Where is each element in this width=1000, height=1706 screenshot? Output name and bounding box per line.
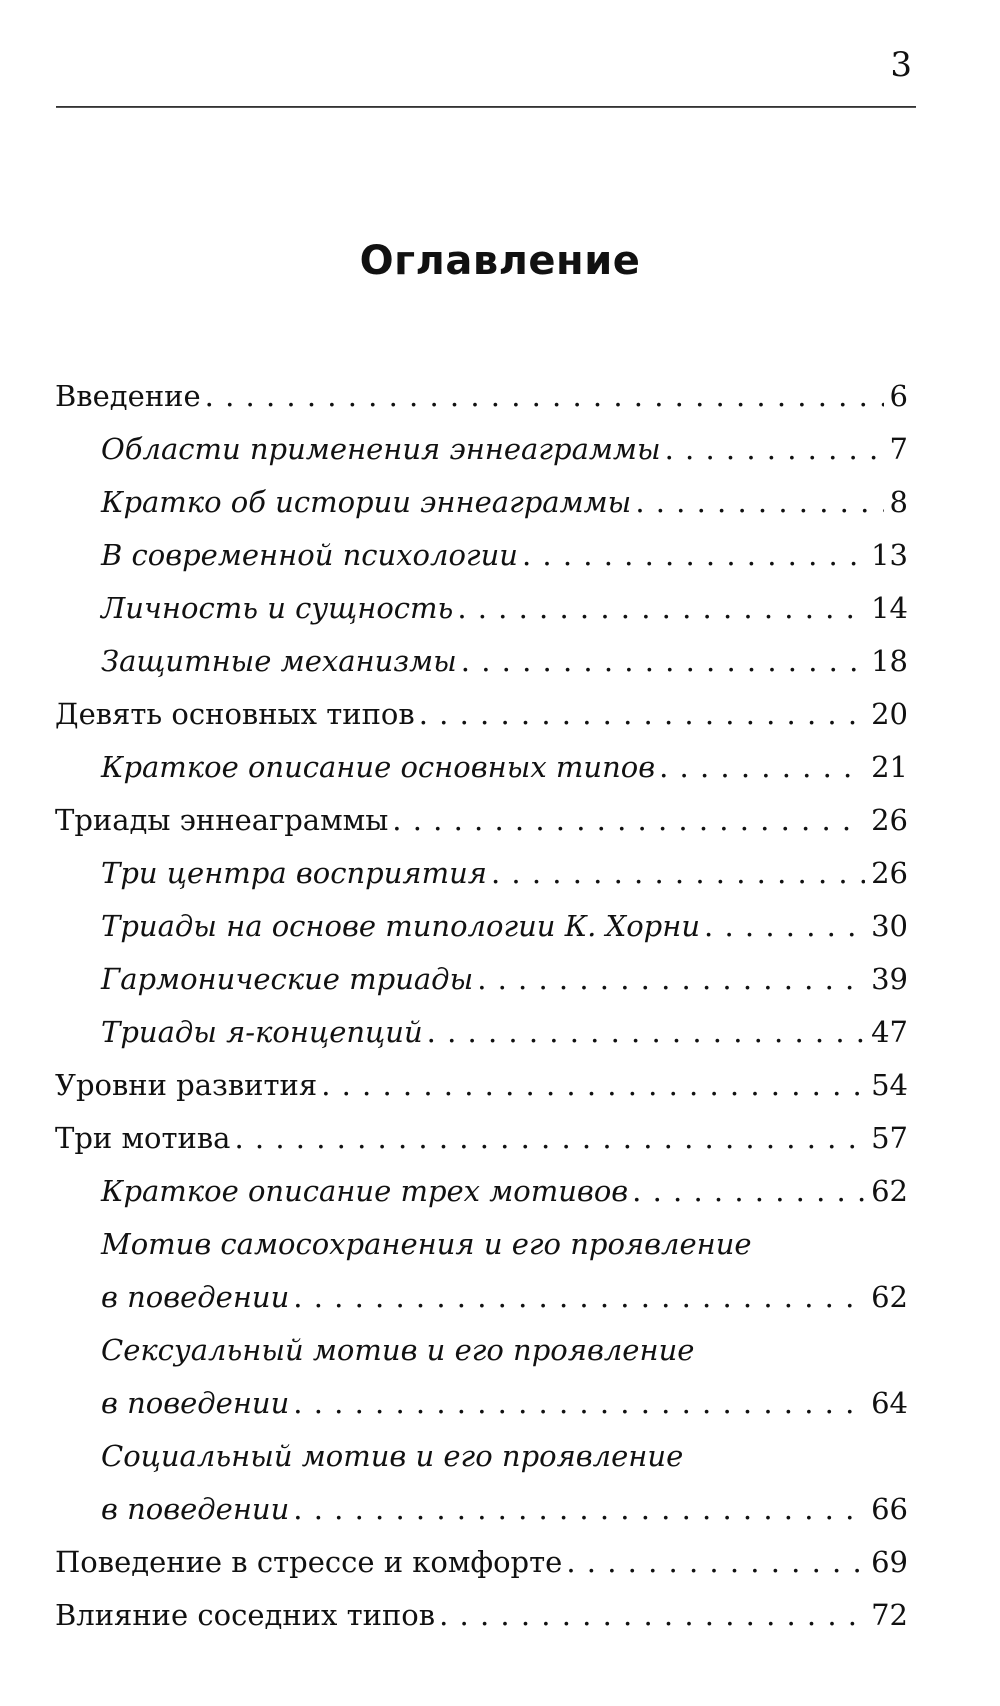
leader-dots	[439, 1589, 865, 1642]
table-of-contents	[55, 370, 908, 1642]
toc-entry-first-line[interactable]	[55, 1430, 908, 1483]
toc-entry-first-line[interactable]	[55, 1324, 908, 1377]
toc-entry[interactable]	[55, 476, 908, 529]
toc-entry[interactable]	[55, 1112, 908, 1165]
toc-entry[interactable]	[55, 900, 908, 953]
toc-entry[interactable]	[55, 847, 908, 900]
toc-entry-title: Сексуальный мотив и его проявление	[101, 1333, 695, 1367]
leader-dots	[522, 529, 865, 582]
toc-entry-page: 30	[871, 909, 908, 943]
toc-entry[interactable]	[55, 953, 908, 1006]
toc-entry-page: 8	[889, 485, 908, 519]
toc-entry-page: 6	[889, 379, 908, 413]
toc-entry-title: Краткое описание трех мотивов	[101, 1174, 629, 1208]
toc-entry[interactable]	[55, 582, 908, 635]
toc-entry-page: 62	[871, 1280, 908, 1314]
toc-entry-title: Социальный мотив и его проявление	[101, 1439, 684, 1473]
toc-entry-title-cont: в поведении	[101, 1492, 290, 1526]
toc-entry-title: Гармонические триады	[101, 962, 474, 996]
toc-entry-title: Кратко об истории эннеаграммы	[101, 485, 632, 519]
toc-entry-continuation[interactable]	[55, 1271, 908, 1324]
toc-entry[interactable]	[55, 794, 908, 847]
leader-dots	[632, 1165, 865, 1218]
leader-dots	[659, 741, 865, 794]
toc-entry-title: Мотив самосохранения и его проявление	[101, 1227, 752, 1261]
toc-entry-page: 57	[871, 1121, 908, 1155]
toc-entry[interactable]	[55, 1536, 908, 1589]
toc-entry-page: 66	[871, 1492, 908, 1526]
toc-entry-title-cont: в поведении	[101, 1386, 290, 1420]
toc-entry-page: 20	[871, 697, 908, 731]
toc-entry-page: 64	[871, 1386, 908, 1420]
toc-entry-page: 21	[871, 750, 908, 784]
toc-entry-title: Триады эннеаграммы	[55, 803, 389, 837]
toc-entry[interactable]	[55, 529, 908, 582]
leader-dots	[392, 794, 865, 847]
header-rule	[56, 106, 916, 108]
toc-entry-title: Девять основных типов	[55, 697, 415, 731]
toc-entry[interactable]	[55, 423, 908, 476]
toc-entry-page: 26	[871, 856, 908, 890]
toc-entry-title: Три мотива	[55, 1121, 231, 1155]
toc-entry[interactable]	[55, 1059, 908, 1112]
toc-entry-title: Краткое описание основных типов	[101, 750, 656, 784]
toc-entry[interactable]	[55, 741, 908, 794]
toc-entry[interactable]	[55, 1165, 908, 1218]
toc-entry-title: Поведение в стрессе и комфорте	[55, 1545, 563, 1579]
toc-entry-page: 26	[871, 803, 908, 837]
toc-entry-title: Области применения эннеаграммы	[101, 432, 661, 466]
page-title: Оглавление	[359, 238, 641, 284]
leader-dots	[491, 847, 865, 900]
leader-dots	[427, 1006, 865, 1059]
toc-entry-title: Личность и сущность	[101, 591, 454, 625]
toc-entry-page: 62	[871, 1174, 908, 1208]
toc-entry-title: Влияние соседних типов	[55, 1598, 436, 1632]
toc-entry[interactable]	[55, 688, 908, 741]
toc-entry-continuation[interactable]	[55, 1483, 908, 1536]
toc-entry-title: Защитные механизмы	[101, 644, 457, 678]
toc-entry-page: 13	[871, 538, 908, 572]
leader-dots	[293, 1271, 865, 1324]
leader-dots	[635, 476, 883, 529]
toc-entry[interactable]	[55, 1006, 908, 1059]
toc-entry-page: 72	[871, 1598, 908, 1632]
leader-dots	[457, 582, 865, 635]
toc-entry-page: 54	[871, 1068, 908, 1102]
leader-dots	[293, 1377, 865, 1430]
toc-entry[interactable]	[55, 370, 908, 423]
leader-dots	[477, 953, 865, 1006]
leader-dots	[205, 370, 884, 423]
toc-entry[interactable]	[55, 635, 908, 688]
toc-entry-continuation[interactable]	[55, 1377, 908, 1430]
leader-dots	[293, 1483, 865, 1536]
toc-entry-title: Уровни развития	[55, 1068, 318, 1102]
leader-dots	[704, 900, 865, 953]
toc-entry-first-line[interactable]	[55, 1218, 908, 1271]
toc-entry-title: Три центра восприятия	[101, 856, 487, 890]
toc-entry-title: Триады на основе типологии К. Хорни	[101, 909, 701, 943]
toc-entry-title: В современной психологии	[101, 538, 518, 572]
leader-dots	[566, 1536, 865, 1589]
toc-entry-title-cont: в поведении	[101, 1280, 290, 1314]
toc-entry-page: 39	[871, 962, 908, 996]
leader-dots	[461, 635, 865, 688]
leader-dots	[665, 423, 884, 476]
leader-dots	[234, 1112, 865, 1165]
toc-entry-page: 47	[871, 1015, 908, 1049]
page-number: 3	[890, 45, 912, 85]
toc-entry[interactable]	[55, 1589, 908, 1642]
toc-entry-title: Триады я-концепций	[101, 1015, 423, 1049]
leader-dots	[419, 688, 865, 741]
toc-entry-page: 7	[889, 432, 908, 466]
toc-entry-page: 14	[871, 591, 908, 625]
toc-entry-title: Введение	[55, 379, 201, 413]
leader-dots	[321, 1059, 865, 1112]
toc-entry-page: 18	[871, 644, 908, 678]
toc-entry-page: 69	[871, 1545, 908, 1579]
